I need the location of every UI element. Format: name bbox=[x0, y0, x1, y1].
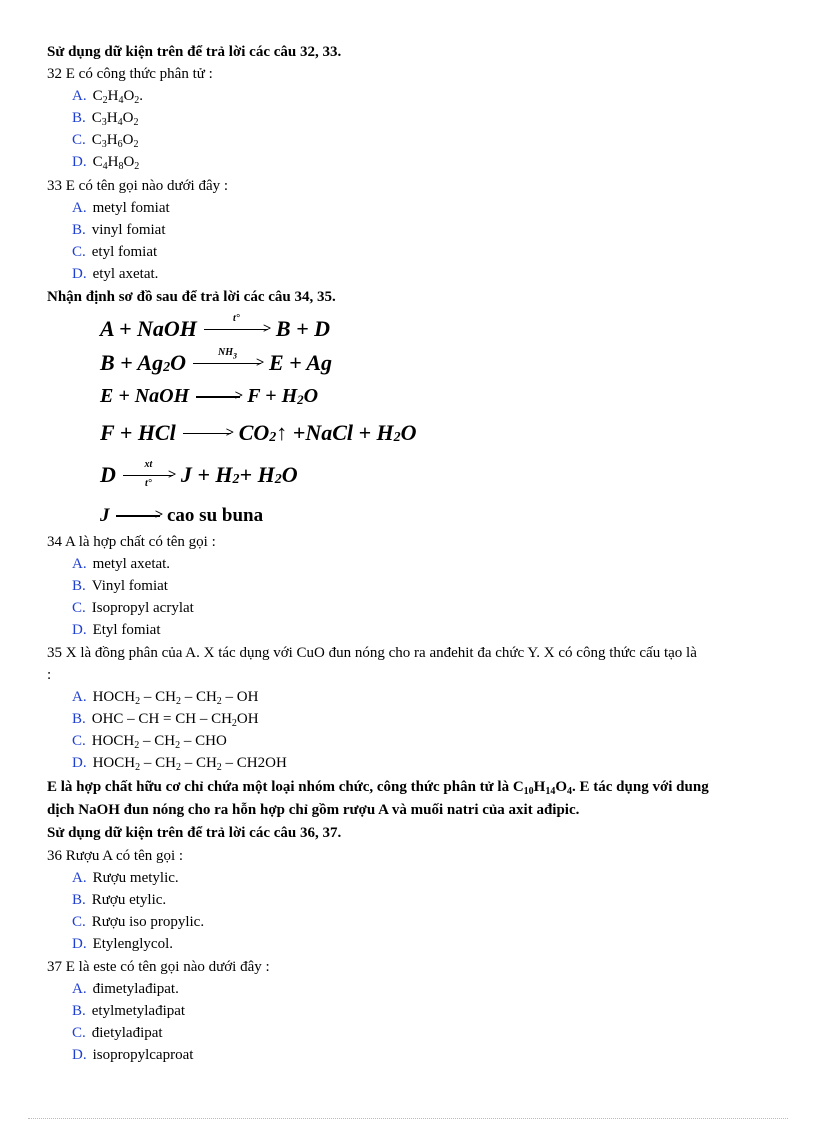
option-letter: A. bbox=[72, 200, 87, 216]
q36-option-d[interactable]: D. Etylenglycol. bbox=[72, 936, 173, 952]
q34-option-d[interactable]: D. Etyl fomiat bbox=[72, 622, 161, 638]
equation-1: A + NaOH t° > B + D bbox=[100, 312, 330, 341]
page-bottom-divider bbox=[28, 1118, 788, 1119]
q36-option-c[interactable]: C. Rượu iso propylic. bbox=[72, 914, 205, 930]
question-32 bbox=[47, 64, 213, 84]
option-letter: A. bbox=[72, 981, 87, 997]
option-letter: B. bbox=[72, 578, 86, 594]
equation-4: F + HCl > $CO_2↑$ +NaCl + $H_2O$ bbox=[100, 419, 417, 445]
q34-option-c[interactable]: C. Isopropyl acrylat bbox=[72, 600, 194, 616]
q36-option-b[interactable]: B. Rượu etylic. bbox=[72, 892, 167, 908]
option-letter: D. bbox=[72, 1047, 87, 1063]
q32-option-d[interactable]: D. $C_4H_8O_2$ bbox=[72, 154, 140, 172]
question-33 bbox=[47, 176, 228, 196]
arrow-icon: t° > bbox=[204, 328, 268, 331]
intro-34-35: Nhận định sơ đồ sau để trả lời các câu 34, 35. bbox=[47, 289, 336, 305]
option-letter: D. bbox=[72, 266, 87, 282]
equation-5: D xt > t° $J + H_2+ H_2O$ bbox=[100, 458, 298, 489]
question-text: Rượu A có tên gọi : bbox=[65, 848, 184, 864]
q34-option-b[interactable]: B. Vinyl fomiat bbox=[72, 578, 168, 594]
question-number: 35 bbox=[47, 645, 62, 661]
q37-option-d[interactable]: D. isopropylcaproat bbox=[72, 1047, 194, 1063]
option-letter: C. bbox=[72, 244, 86, 260]
q32-option-c[interactable]: C. $C_3H_6O_2$ bbox=[72, 132, 139, 150]
option-letter: A. bbox=[72, 870, 87, 886]
option-letter: A. bbox=[72, 88, 87, 104]
q35-option-b[interactable]: B. OHC – CH = CH – $CH_2OH$ bbox=[72, 711, 259, 729]
equation-2: $B + Ag_2O$ $NH_3$ > E + Ag bbox=[100, 346, 333, 375]
arrow-icon: > bbox=[183, 432, 231, 435]
option-letter: C. bbox=[72, 914, 86, 930]
q37-option-a[interactable]: A. đimetylađipat. bbox=[72, 981, 179, 997]
intro-32-33: Sử dụng dữ kiện trên để trả lời các câu 32, 33. bbox=[47, 44, 342, 60]
option-letter: D. bbox=[72, 755, 87, 771]
q36-option-a[interactable]: A. Rượu metylic. bbox=[72, 870, 179, 886]
paragraph-e-line-1: E là hợp chất hữu cơ chỉ chứa một loại nhóm chức, công thức phân tử là $C_{10}H_{14}O_4$. E tác dụng với dung bbox=[47, 779, 709, 797]
q35-option-d[interactable]: D. $HOCH_2 - CH_2 - CH_2 - CH2OH$ bbox=[72, 755, 287, 773]
question-number: 32 bbox=[47, 66, 62, 82]
option-letter: A. bbox=[72, 689, 87, 705]
arrow-icon: xt > t° bbox=[123, 474, 173, 477]
q32-option-b[interactable]: B. $C_3H_4O_2$ bbox=[72, 110, 139, 128]
arrow-icon: > bbox=[116, 514, 160, 517]
option-letter: D. bbox=[72, 936, 87, 952]
question-37 bbox=[47, 957, 270, 977]
question-35-continuation: : bbox=[47, 667, 52, 683]
question-text: E là este có tên gọi nào dưới đây : bbox=[65, 959, 270, 975]
arrow-icon: > bbox=[196, 395, 240, 398]
arrow-icon: $NH_3$ > bbox=[193, 362, 261, 365]
option-letter: C. bbox=[72, 1025, 86, 1041]
q37-option-c[interactable]: C. đietylađipat bbox=[72, 1025, 163, 1041]
q34-option-a[interactable]: A. metyl axetat. bbox=[72, 556, 171, 572]
question-text: X là đồng phân của A. X tác dụng với CuO đun nóng cho ra anđehit đa chức Y. X có công thức cấu tạo là bbox=[65, 645, 697, 661]
q35-option-a[interactable]: A. $HOCH_2 - CH_2 - CH_2$ – OH bbox=[72, 689, 259, 707]
option-letter: A. bbox=[72, 556, 87, 572]
paragraph-e-line-2: dịch NaOH đun nóng cho ra hỗn hợp chỉ gồm rượu A và muối natri của axit ađipic. bbox=[47, 802, 580, 818]
q33-option-b[interactable]: B. vinyl fomiat bbox=[72, 222, 166, 238]
q33-option-a[interactable]: A. metyl fomiat bbox=[72, 200, 170, 216]
intro-36-37: Sử dụng dữ kiện trên để trả lời các câu 36, 37. bbox=[47, 825, 342, 841]
equation-6: J > cao su buna bbox=[100, 504, 264, 526]
option-letter: D. bbox=[72, 154, 87, 170]
question-35 bbox=[47, 643, 697, 663]
option-letter: D. bbox=[72, 622, 87, 638]
option-letter: B. bbox=[72, 1003, 86, 1019]
question-number: 33 bbox=[47, 178, 62, 194]
q35-option-c[interactable]: C. $HOCH_2 - CH_2$ – CHO bbox=[72, 733, 227, 751]
question-number: 36 bbox=[47, 848, 62, 864]
option-letter: C. bbox=[72, 733, 86, 749]
option-letter: B. bbox=[72, 222, 86, 238]
equation-3: E + NaOH > $F + H_2O$ bbox=[100, 384, 319, 407]
option-letter: C. bbox=[72, 132, 86, 148]
question-34 bbox=[47, 532, 216, 552]
q32-option-a[interactable]: A. $C_2H_4O_2$. bbox=[72, 88, 144, 106]
question-text: E có công thức phân tử : bbox=[65, 66, 213, 82]
question-text: A là hợp chất có tên gọi : bbox=[64, 534, 216, 550]
question-text: E có tên gọi nào dưới đây : bbox=[65, 178, 229, 194]
q33-option-d[interactable]: D. etyl axetat. bbox=[72, 266, 159, 282]
option-letter: C. bbox=[72, 600, 86, 616]
question-36 bbox=[47, 846, 183, 866]
question-number: 37 bbox=[47, 959, 62, 975]
q33-option-c[interactable]: C. etyl fomiat bbox=[72, 244, 158, 260]
question-number: 34 bbox=[47, 534, 62, 550]
option-letter: B. bbox=[72, 110, 86, 126]
option-letter: B. bbox=[72, 892, 86, 908]
q37-option-b[interactable]: B. etylmetylađipat bbox=[72, 1003, 186, 1019]
option-letter: B. bbox=[72, 711, 86, 727]
